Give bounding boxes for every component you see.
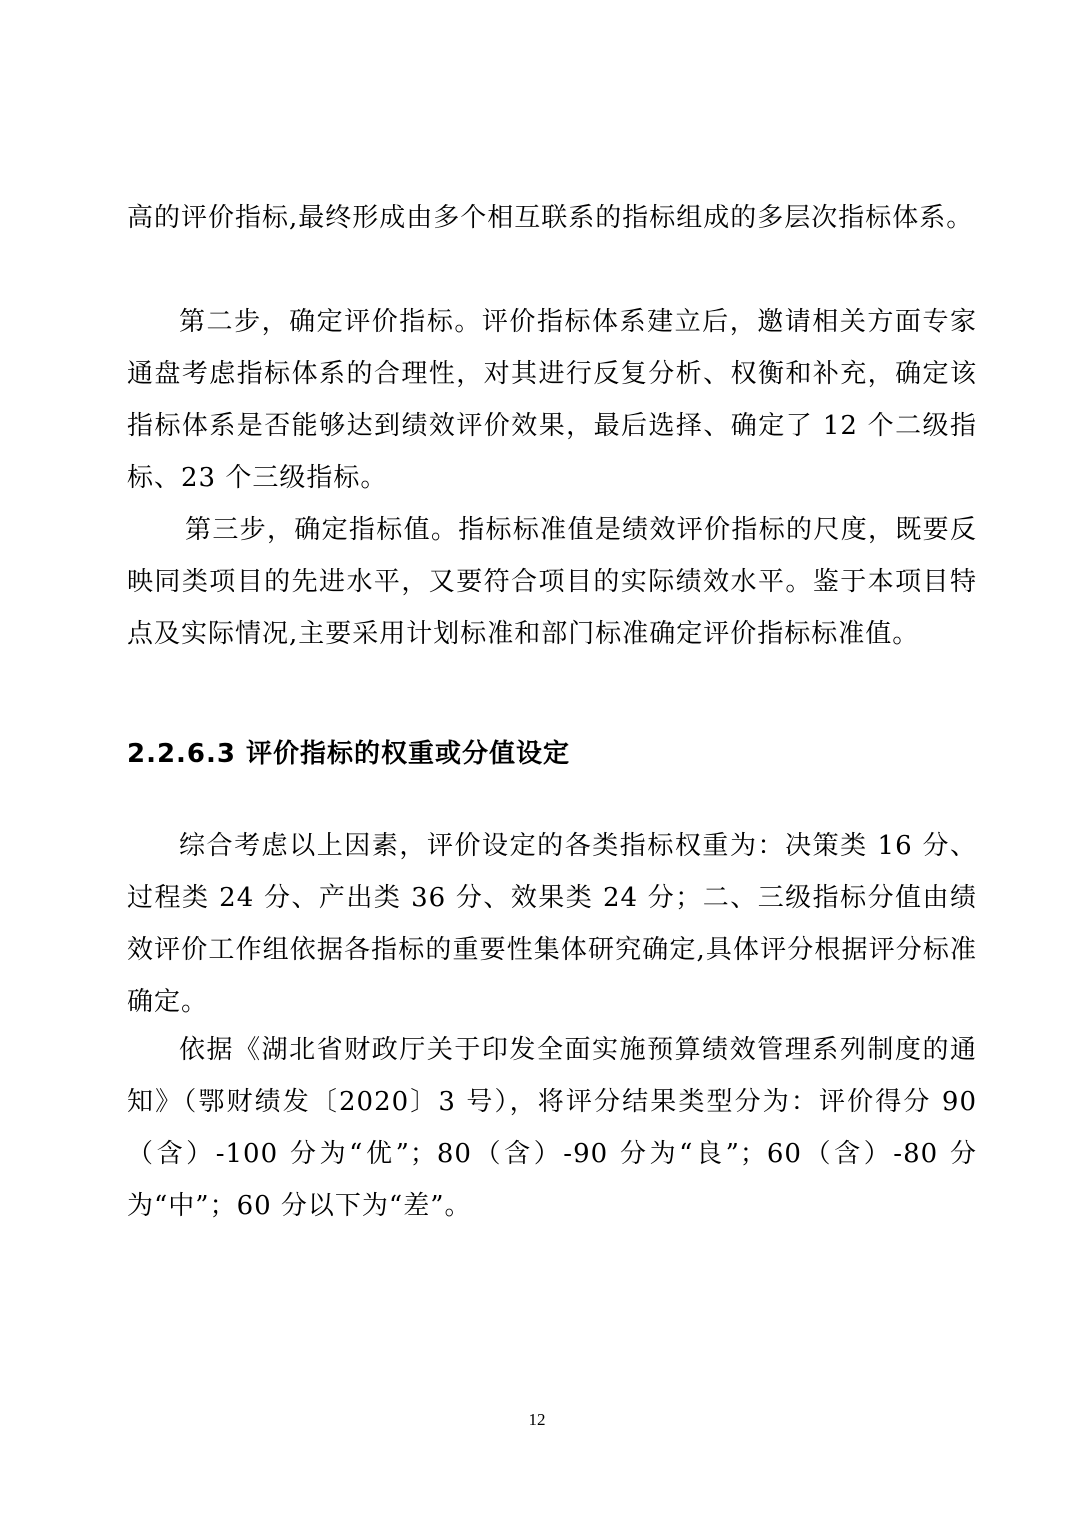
paragraph-index-system-continued: 高的评价指标,最终形成由多个相互联系的指标组成的多层次指标体系。 — [127, 203, 974, 233]
section-heading: 2.2.6.3 评价指标的权重或分值设定 — [127, 739, 571, 769]
page-number: 12 — [528, 1410, 546, 1429]
paragraph-step-two: 第二步，确定评价指标。评价指标体系建立后，邀请相关方面专家通盘考虑指标体系的合理性，对其进行反复分析、权衡和补充，确定该指标体系是否能够达到绩效评价效果，最后选择、确定了 12 个二级指标、23 个三级指标。 — [127, 307, 977, 493]
paragraph-step-three: 第三步，确定指标值。指标标准值是绩效评价指标的尺度，既要反映同类项目的先进水平，又要符合项目的实际绩效水平。鉴于本项目特点及实际情况,主要采用计划标准和部门标准确定评价指标标准值。 — [127, 515, 977, 649]
paragraph-scoring-basis: 依据《湖北省财政厅关于印发全面实施预算绩效管理系列制度的通知》（鄂财绩发〔2020〕3 号），将评分结果类型分为：评价得分 90（含）-100 分为“优”；80（含）-90 分为“良”；60（含）-80 分为“中”；60 分以下为“差”。 — [127, 1035, 977, 1221]
paragraph-weights: 综合考虑以上因素，评价设定的各类指标权重为：决策类 16 分、过程类 24 分、产出类 36 分、效果类 24 分；二、三级指标分值由绩效评价工作组依据各指标的重要性集体研究确定,具体评分根据评分标准确定。 — [127, 831, 977, 1017]
